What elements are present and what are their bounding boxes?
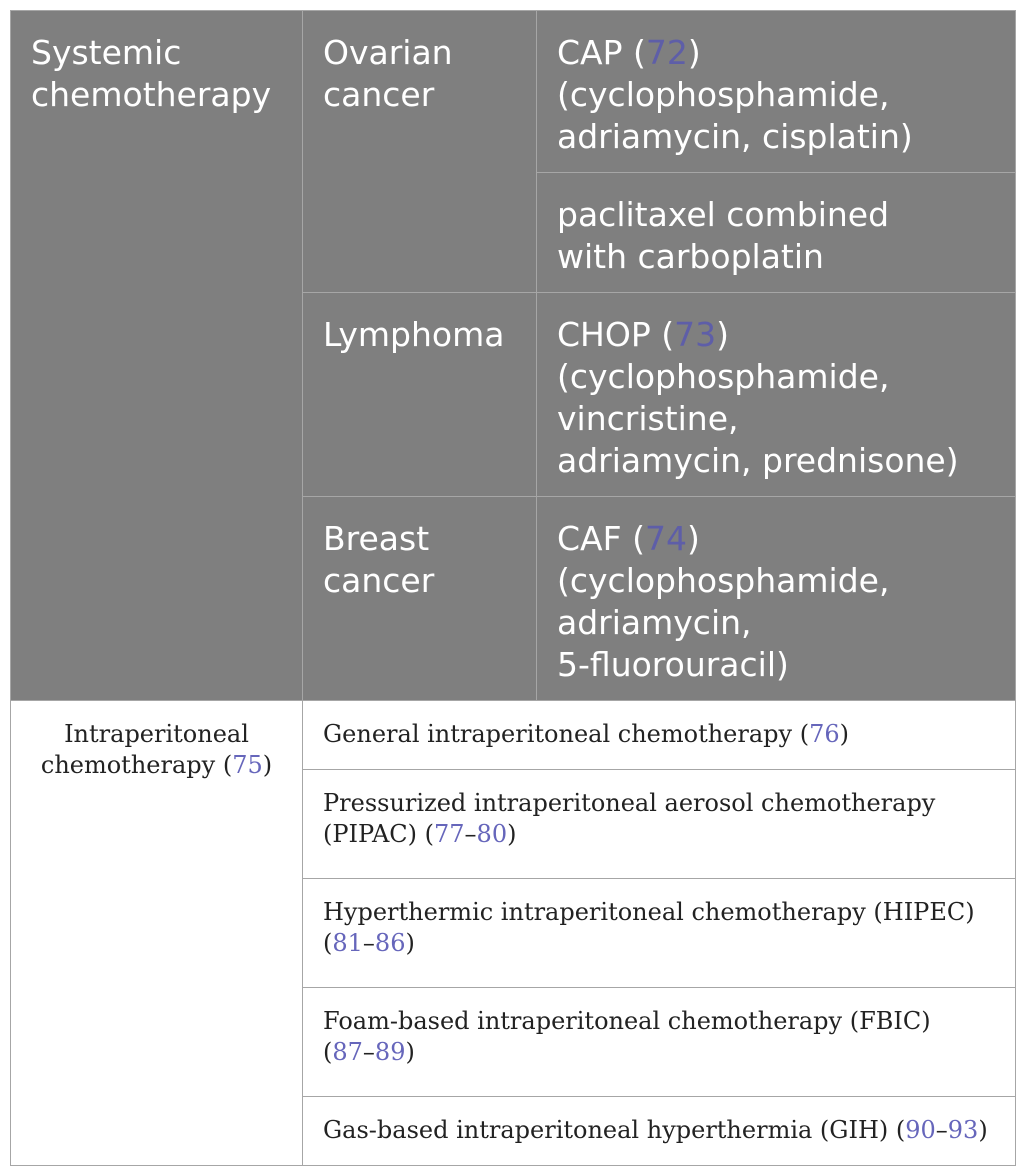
cancer-cell-lymphoma <box>303 293 537 497</box>
category-label: chemotherapy (75) <box>40 751 273 779</box>
citation-link[interactable]: 81 <box>332 929 363 957</box>
table-row <box>11 11 1016 173</box>
regimen-name: CAP (72) <box>557 33 701 72</box>
cancer-label: Ovarian cancer <box>323 33 453 114</box>
citation-link[interactable]: 72 <box>645 33 688 72</box>
method-label: (87–89) <box>323 1038 415 1066</box>
method-label: (PIPAC) (77–80) <box>323 820 517 848</box>
citation-link[interactable]: 89 <box>374 1038 406 1066</box>
regimen-cell-paclitaxel <box>537 173 1016 293</box>
citation-link[interactable]: 74 <box>644 519 687 558</box>
regimen-cell-caf <box>537 497 1016 701</box>
regimen-detail: adriamycin, prednisone) <box>557 441 959 480</box>
method-cell-fbic <box>303 988 1016 1097</box>
regimen-detail: (cyclophosphamide, <box>557 357 890 396</box>
regimen-detail: 5-fluorouracil) <box>557 645 789 684</box>
method-label: Hyperthermic intraperitoneal chemotherapy (HIPEC) <box>323 898 975 926</box>
citation-link[interactable]: 80 <box>476 820 508 848</box>
regimen-detail: (cyclophosphamide, <box>557 561 890 600</box>
category-cell-systemic <box>11 11 303 701</box>
regimen-cell-chop <box>537 293 1016 497</box>
method-label: Foam-based intraperitoneal chemotherapy (FBIC) <box>323 1007 931 1035</box>
regimen-detail: with carboplatin <box>557 237 824 276</box>
regimen-cell-cap <box>537 11 1016 173</box>
cancer-label: Breast cancer <box>323 519 435 600</box>
citation-link[interactable]: 93 <box>947 1116 979 1144</box>
regimen-detail: vincristine, <box>557 399 739 438</box>
method-cell-hipec <box>303 879 1016 988</box>
citation-link[interactable]: 76 <box>809 720 840 748</box>
method-cell-pipac <box>303 770 1016 879</box>
cancer-cell-breast <box>303 497 537 701</box>
method-label: (81–86) <box>323 929 415 957</box>
cancer-label: Lymphoma <box>323 315 505 354</box>
category-cell-intraperitoneal <box>11 701 303 1166</box>
regimen-detail: paclitaxel combined <box>557 195 890 234</box>
citation-link[interactable]: 75 <box>232 751 263 779</box>
citation-link[interactable]: 86 <box>374 929 406 957</box>
category-label: Systemic chemotherapy <box>31 33 272 114</box>
chemotherapy-table <box>10 10 1016 1166</box>
citation-link[interactable]: 90 <box>905 1116 936 1144</box>
citation-link[interactable]: 73 <box>674 315 717 354</box>
regimen-name: CHOP (73) <box>557 315 729 354</box>
category-label: Intraperitoneal <box>64 720 249 748</box>
cancer-cell-ovarian <box>303 11 537 293</box>
table-row <box>11 701 1016 770</box>
regimen-name: CAF (74) <box>557 519 700 558</box>
method-label: General intraperitoneal chemotherapy (76) <box>323 720 849 748</box>
method-cell-gih <box>303 1097 1016 1166</box>
regimen-detail: (cyclophosphamide, <box>557 75 890 114</box>
regimen-detail: adriamycin, cisplatin) <box>557 117 913 156</box>
method-label: Gas-based intraperitoneal hyperthermia (GIH) (90–93) <box>323 1116 988 1144</box>
regimen-detail: adriamycin, <box>557 603 752 642</box>
citation-link[interactable]: 77 <box>434 820 465 848</box>
method-cell-general <box>303 701 1016 770</box>
method-label: Pressurized intraperitoneal aerosol chemotherapy <box>323 789 936 817</box>
citation-link[interactable]: 87 <box>332 1038 363 1066</box>
